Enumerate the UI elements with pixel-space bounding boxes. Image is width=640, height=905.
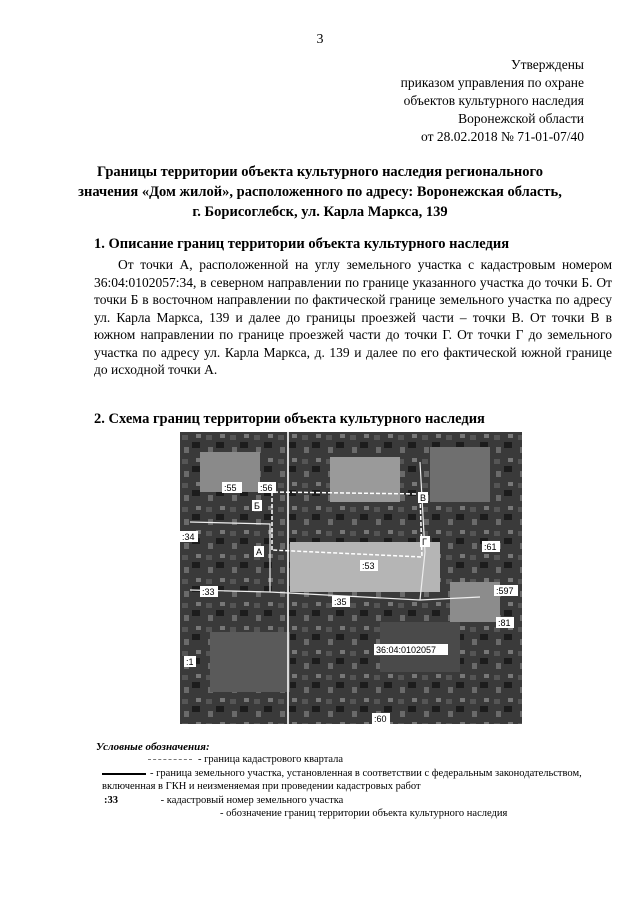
legend-item-quarter-boundary xyxy=(148,753,343,766)
point-label-b: Б xyxy=(254,501,260,511)
map-label: :33 xyxy=(202,587,215,597)
document-title xyxy=(60,162,580,222)
boundary-scheme-map xyxy=(180,432,522,724)
map-label: :56 xyxy=(260,483,273,493)
legend-text: - граница земельного участка, установленная в соответствии с федеральным законодательством, включенная в ГКН и неизменяемая при проведении кадастровых работ xyxy=(102,768,582,792)
dashed-line-symbol xyxy=(148,759,192,760)
approval-line: Утверждены xyxy=(511,57,584,72)
map-label: :597 xyxy=(496,586,514,596)
point-label-v: В xyxy=(420,493,427,503)
section-1-heading: 1. Описание границ территории объекта культурного наследия xyxy=(94,236,510,252)
approval-block xyxy=(401,56,584,146)
approval-line: Воронежской области xyxy=(458,111,584,126)
title-line: г. Борисоглебск, ул. Карла Маркса, 139 xyxy=(192,204,448,220)
map-label-cadastral: 36:04:0102057 xyxy=(376,645,437,655)
legend-item-cadastral-number xyxy=(104,794,343,807)
approval-line: приказом управления по охране xyxy=(400,75,584,90)
map-label: :1 xyxy=(186,657,194,667)
point-label-g: Г xyxy=(422,537,427,547)
legend-title: Условные обозначения: xyxy=(96,741,210,753)
map-label: :60 xyxy=(374,714,387,724)
map-label: :81 xyxy=(498,618,511,628)
section-1-text: От точки А, расположенной на углу земельного участка с кадастровым номером 36:04:0102057:34, в северном направлении по границе указанного участка до точки Б. От точки Б в восточном направлении по фактической границе земельного участка по адресу ул. Карла Маркса, 139 и далее до границы проезжей части – точки В. От точки В в южном направлении по границе проезжей части до точки Г. От точки Г до земельного участка по адресу ул. Карла Маркса, д. 139 и далее по его фактической южной границе до исходной точки А. xyxy=(94,257,612,377)
legend-item-heritage-boundary: - обозначение границ территории объекта культурного наследия xyxy=(220,808,508,819)
map-label: :53 xyxy=(362,561,375,571)
title-line: Границы территории объекта культурного наследия регионального xyxy=(97,164,543,180)
map-label: :35 xyxy=(334,597,347,607)
map-label: :34 xyxy=(182,532,195,542)
approval-date-line: от 28.02.2018 № 71-01-07/40 xyxy=(421,129,584,144)
map-label: :61 xyxy=(484,542,497,552)
map-label: :55 xyxy=(224,483,237,493)
solid-line-symbol xyxy=(102,773,146,775)
title-line: значения «Дом жилой», расположенного по адресу: Воронежская область, xyxy=(78,184,562,200)
legend-text: - граница кадастрового квартала xyxy=(198,754,344,765)
point-label-a: А xyxy=(256,547,263,557)
legend-text: - кадастровый номер земельного участка xyxy=(160,795,344,806)
section-2-heading: 2. Схема границ территории объекта культурного наследия xyxy=(94,411,485,427)
page-number: 3 xyxy=(316,32,324,47)
approval-line: объектов культурного наследия xyxy=(403,93,584,108)
legend-item-plot-boundary xyxy=(102,767,602,793)
legend-code: :33 xyxy=(104,795,118,806)
